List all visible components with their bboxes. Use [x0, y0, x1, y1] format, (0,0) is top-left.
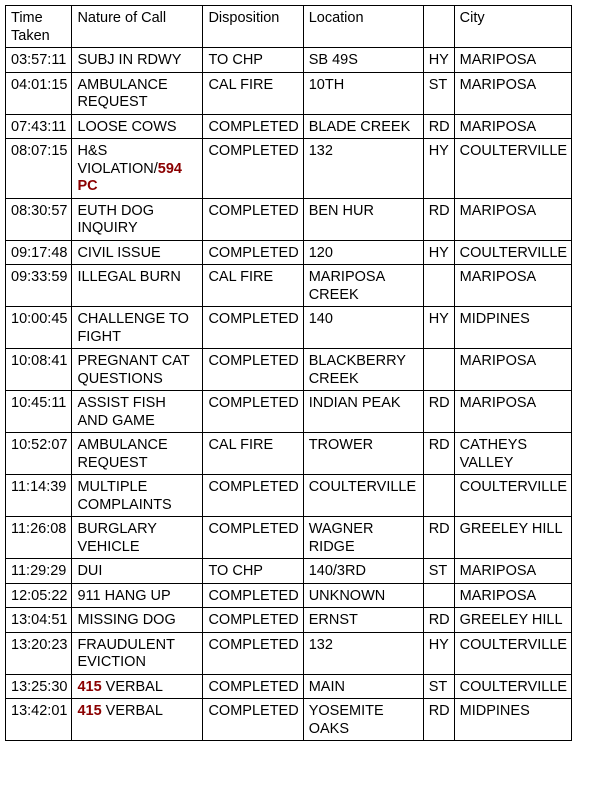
- cell-time: 11:26:08: [6, 517, 72, 559]
- table-row: [6, 391, 572, 433]
- table-row: [6, 632, 572, 674]
- cell-suffix: ST: [423, 674, 454, 699]
- cell-nature: [72, 583, 203, 608]
- cell-city: MARIPOSA: [454, 559, 571, 584]
- cell-time: 13:04:51: [6, 608, 72, 633]
- cell-location: WAGNER RIDGE: [303, 517, 423, 559]
- header-city: City: [454, 6, 571, 48]
- cell-disposition: COMPLETED: [203, 608, 303, 633]
- cell-time: 03:57:11: [6, 48, 72, 73]
- call-log-table: [5, 5, 572, 741]
- cell-time: 11:14:39: [6, 475, 72, 517]
- cell-suffix: [423, 475, 454, 517]
- cell-location: 140: [303, 307, 423, 349]
- cell-time: 08:07:15: [6, 139, 72, 199]
- table-row: [6, 307, 572, 349]
- cell-nature: [72, 559, 203, 584]
- cell-time: 10:00:45: [6, 307, 72, 349]
- cell-location: 10TH: [303, 72, 423, 114]
- cell-nature: [72, 139, 203, 199]
- cell-city: GREELEY HILL: [454, 608, 571, 633]
- table-row: [6, 517, 572, 559]
- nature-text: ASSIST FISH AND GAME: [77, 395, 166, 429]
- cell-suffix: ST: [423, 559, 454, 584]
- cell-disposition: COMPLETED: [203, 699, 303, 741]
- table-row: [6, 198, 572, 240]
- cell-disposition: COMPLETED: [203, 391, 303, 433]
- cell-time: 13:42:01: [6, 699, 72, 741]
- nature-text: SUBJ IN RDWY: [77, 52, 182, 68]
- cell-city: COULTERVILLE: [454, 475, 571, 517]
- header-location: Location: [303, 6, 423, 48]
- cell-location: COULTERVILLE: [303, 475, 423, 517]
- cell-nature: [72, 391, 203, 433]
- cell-city: COULTERVILLE: [454, 240, 571, 265]
- cell-location: BLADE CREEK: [303, 114, 423, 139]
- nature-text: VERBAL: [101, 678, 163, 695]
- cell-location: MAIN: [303, 674, 423, 699]
- nature-text: PREGNANT CAT QUESTIONS: [77, 353, 190, 387]
- cell-nature: [72, 307, 203, 349]
- cell-nature: [72, 72, 203, 114]
- nature-text: DUI: [77, 563, 103, 579]
- cell-location: INDIAN PEAK: [303, 391, 423, 433]
- cell-suffix: [423, 349, 454, 391]
- header-row: [6, 6, 572, 48]
- cell-location: YOSEMITE OAKS: [303, 699, 423, 741]
- cell-location: 132: [303, 139, 423, 199]
- cell-nature: [72, 608, 203, 633]
- cell-city: MARIPOSA: [454, 198, 571, 240]
- cell-nature: [72, 674, 203, 699]
- table-row: [6, 240, 572, 265]
- table-row: [6, 608, 572, 633]
- cell-time: 13:20:23: [6, 632, 72, 674]
- cell-disposition: COMPLETED: [203, 114, 303, 139]
- cell-suffix: RD: [423, 114, 454, 139]
- cell-nature: [72, 240, 203, 265]
- cell-time: 10:52:07: [6, 433, 72, 475]
- header-nature: Nature of Call: [72, 6, 203, 48]
- cell-location: BLACKBERRY CREEK: [303, 349, 423, 391]
- nature-text: AMBULANCE REQUEST: [77, 437, 168, 471]
- cell-city: CATHEYS VALLEY: [454, 433, 571, 475]
- cell-city: COULTERVILLE: [454, 632, 571, 674]
- nature-text: ILLEGAL BURN: [77, 269, 181, 285]
- cell-nature: [72, 433, 203, 475]
- cell-time: 13:25:30: [6, 674, 72, 699]
- cell-disposition: COMPLETED: [203, 517, 303, 559]
- cell-nature: [72, 198, 203, 240]
- cell-disposition: TO CHP: [203, 559, 303, 584]
- cell-disposition: CAL FIRE: [203, 433, 303, 475]
- cell-time: 10:45:11: [6, 391, 72, 433]
- cell-disposition: COMPLETED: [203, 349, 303, 391]
- nature-text: BURGLARY VEHICLE: [77, 521, 157, 555]
- nature-text: VERBAL: [101, 703, 163, 719]
- table-row: [6, 265, 572, 307]
- cell-disposition: COMPLETED: [203, 240, 303, 265]
- table-row: [6, 559, 572, 584]
- nature-text: MULTIPLE COMPLAINTS: [77, 479, 172, 513]
- header-suffix: [423, 6, 454, 48]
- cell-location: MARIPOSA CREEK: [303, 265, 423, 307]
- cell-disposition: COMPLETED: [203, 475, 303, 517]
- cell-city: MIDPINES: [454, 699, 571, 741]
- cell-suffix: ST: [423, 72, 454, 114]
- cell-city: MARIPOSA: [454, 349, 571, 391]
- cell-suffix: RD: [423, 433, 454, 475]
- nature-text: CIVIL ISSUE: [77, 244, 161, 261]
- table-row: [6, 139, 572, 199]
- cell-time: 11:29:29: [6, 559, 72, 584]
- cell-nature: [72, 632, 203, 674]
- cell-suffix: [423, 265, 454, 307]
- header-disposition: Disposition: [203, 6, 303, 48]
- cell-time: 04:01:15: [6, 72, 72, 114]
- cell-disposition: COMPLETED: [203, 198, 303, 240]
- cell-suffix: RD: [423, 517, 454, 559]
- header-time: Time Taken: [6, 6, 72, 48]
- nature-text: LOOSE COWS: [77, 118, 177, 135]
- nature-text: H&S VIOLATION/: [77, 143, 158, 177]
- nature-text: AMBULANCE REQUEST: [77, 76, 168, 110]
- cell-location: SB 49S: [303, 48, 423, 73]
- cell-city: MARIPOSA: [454, 72, 571, 114]
- table-row: [6, 48, 572, 73]
- cell-location: UNKNOWN: [303, 583, 423, 608]
- nature-text: FRAUDULENT EVICTION: [77, 636, 175, 670]
- cell-nature: [72, 349, 203, 391]
- cell-city: COULTERVILLE: [454, 139, 571, 199]
- nature-text: MISSING DOG: [77, 612, 176, 628]
- table-row: [6, 72, 572, 114]
- cell-nature: [72, 699, 203, 741]
- cell-suffix: [423, 583, 454, 608]
- cell-disposition: COMPLETED: [203, 307, 303, 349]
- cell-suffix: HY: [423, 632, 454, 674]
- cell-location: BEN HUR: [303, 198, 423, 240]
- cell-suffix: HY: [423, 240, 454, 265]
- cell-location: ERNST: [303, 608, 423, 633]
- nature-text: CHALLENGE TO FIGHT: [77, 311, 189, 345]
- cell-city: MIDPINES: [454, 307, 571, 349]
- cell-nature: [72, 265, 203, 307]
- cell-time: 08:30:57: [6, 198, 72, 240]
- cell-location: 140/3RD: [303, 559, 423, 584]
- cell-disposition: COMPLETED: [203, 632, 303, 674]
- cell-location: 120: [303, 240, 423, 265]
- cell-city: MARIPOSA: [454, 114, 571, 139]
- cell-suffix: HY: [423, 139, 454, 199]
- cell-disposition: CAL FIRE: [203, 72, 303, 114]
- cell-time: 07:43:11: [6, 114, 72, 139]
- cell-time: 09:33:59: [6, 265, 72, 307]
- cell-disposition: COMPLETED: [203, 139, 303, 199]
- cell-location: TROWER: [303, 433, 423, 475]
- table-row: [6, 475, 572, 517]
- cell-suffix: HY: [423, 307, 454, 349]
- cell-city: MARIPOSA: [454, 583, 571, 608]
- cell-city: COULTERVILLE: [454, 674, 571, 699]
- cell-suffix: HY: [423, 48, 454, 73]
- table-row: [6, 349, 572, 391]
- cell-disposition: TO CHP: [203, 48, 303, 73]
- cell-time: 10:08:41: [6, 349, 72, 391]
- cell-city: GREELEY HILL: [454, 517, 571, 559]
- cell-suffix: RD: [423, 391, 454, 433]
- cell-disposition: COMPLETED: [203, 674, 303, 699]
- nature-text: EUTH DOG INQUIRY: [77, 202, 154, 236]
- penal-code: 415: [77, 678, 102, 695]
- cell-city: MARIPOSA: [454, 391, 571, 433]
- cell-suffix: RD: [423, 608, 454, 633]
- cell-disposition: COMPLETED: [203, 583, 303, 608]
- cell-city: MARIPOSA: [454, 48, 571, 73]
- cell-nature: [72, 48, 203, 73]
- table-row: [6, 674, 572, 699]
- penal-code: 415: [77, 703, 102, 719]
- cell-time: 09:17:48: [6, 240, 72, 265]
- nature-text: 911 HANG UP: [77, 587, 171, 604]
- cell-nature: [72, 517, 203, 559]
- table-row: [6, 114, 572, 139]
- cell-disposition: CAL FIRE: [203, 265, 303, 307]
- table-row: [6, 583, 572, 608]
- penal-code: 594 PC: [77, 160, 182, 194]
- cell-nature: [72, 475, 203, 517]
- table-row: [6, 433, 572, 475]
- cell-suffix: RD: [423, 198, 454, 240]
- cell-time: 12:05:22: [6, 583, 72, 608]
- cell-suffix: RD: [423, 699, 454, 741]
- cell-location: 132: [303, 632, 423, 674]
- table-row: [6, 699, 572, 741]
- cell-city: MARIPOSA: [454, 265, 571, 307]
- cell-nature: [72, 114, 203, 139]
